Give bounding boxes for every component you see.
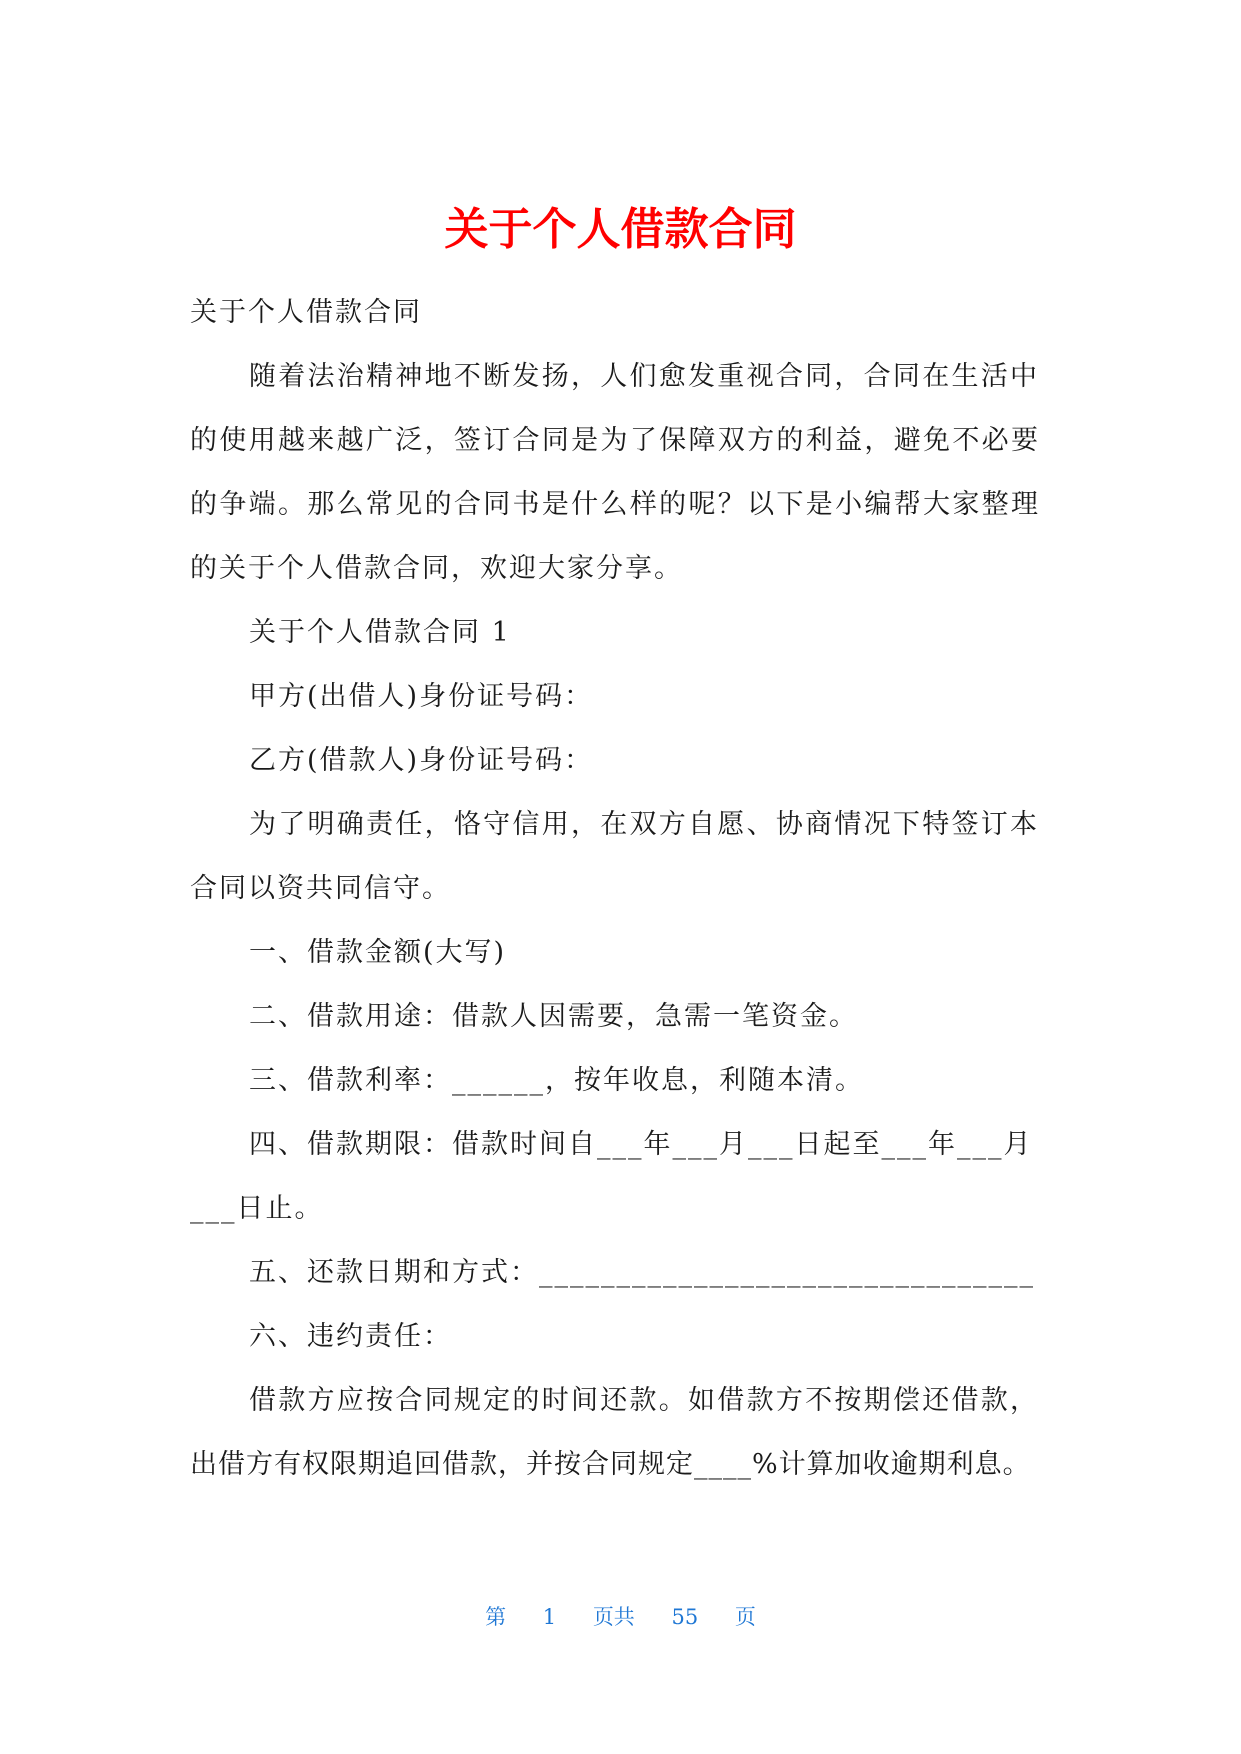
paragraph-line: 的争端。那么常见的合同书是什么样的呢？以下是小编帮大家整理 — [190, 489, 1038, 520]
paragraph-line: 的使用越来越广泛，签订合同是为了保障双方的利益，避免不必要 — [190, 425, 1038, 456]
clause-term-continued: ___日止。 — [190, 1193, 324, 1224]
clause-term: 四、借款期限：借款时间自___年___月___日起至___年___月 — [249, 1129, 1033, 1160]
party-a-line: 甲方(出借人)身份证号码： — [249, 681, 594, 712]
footer-suffix: 页 — [734, 1605, 756, 1629]
paragraph-line: 随着法治精神地不断发扬，人们愈发重视合同，合同在生活中 — [249, 361, 1037, 392]
page-footer — [0, 1602, 1241, 1632]
clause-liability: 六、违约责任： — [249, 1321, 452, 1352]
footer-current-page: 1 — [542, 1605, 557, 1629]
clause-purpose: 二、借款用途：借款人因需要，急需一笔资金。 — [249, 1001, 858, 1032]
paragraph-line: 合同以资共同信守。 — [190, 873, 451, 904]
paragraph-line: 的关于个人借款合同，欢迎大家分享。 — [190, 553, 683, 584]
footer-middle: 页共 — [592, 1605, 635, 1629]
party-b-line: 乙方(借款人)身份证号码： — [249, 745, 594, 776]
footer-prefix: 第 — [485, 1605, 507, 1629]
paragraph-line: 出借方有权限期追回借款，并按合同规定____%计算加收逾期利息。 — [190, 1449, 1031, 1480]
clause-repayment: 五、还款日期和方式：________________________________ — [249, 1257, 1035, 1288]
paragraph-line: 为了明确责任，恪守信用，在双方自愿、协商情况下特签订本 — [249, 809, 1037, 840]
footer-total-pages: 55 — [671, 1605, 699, 1629]
clause-rate: 三、借款利率：______，按年收息，利随本清。 — [249, 1065, 864, 1096]
clause-amount: 一、借款金额(大写) — [249, 937, 507, 968]
paragraph-line: 借款方应按合同规定的时间还款。如借款方不按期偿还借款， — [249, 1385, 1037, 1416]
subtitle-line: 关于个人借款合同 — [190, 297, 422, 328]
document-title: 关于个人借款合同 — [444, 204, 797, 255]
section-heading: 关于个人借款合同 1 — [249, 617, 511, 648]
